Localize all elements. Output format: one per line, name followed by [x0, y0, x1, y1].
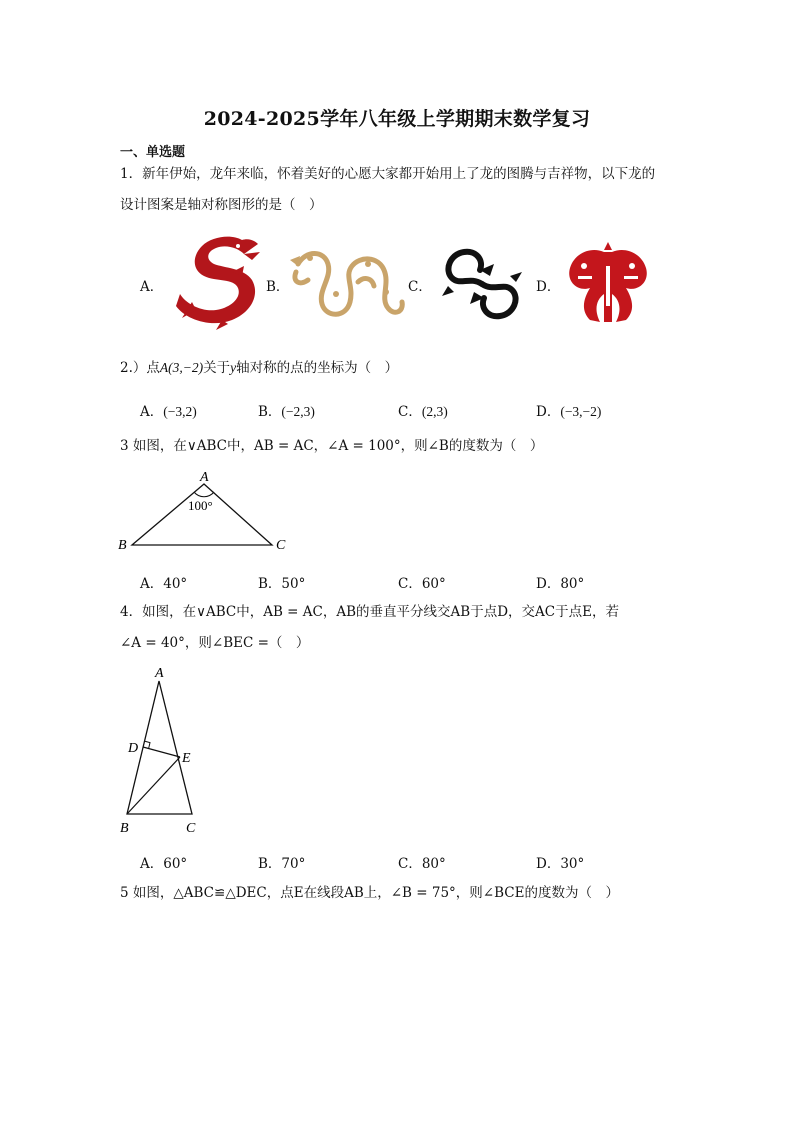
q3-option-a-label: A． — [140, 576, 164, 592]
question-5: 5 如图，△ABC≌△DEC，点E在线段AB上，∠B = 75°，则∠BCE的度数为（ ） — [120, 885, 619, 901]
q3-option-c-label: C． — [398, 576, 422, 592]
q4-vertex-b: B — [120, 821, 129, 836]
q4-option-a — [140, 852, 187, 872]
q4-option-a-value: 60° — [163, 856, 188, 872]
dragon-image-c — [440, 242, 524, 326]
question-4-line-1: 4．如图，在∨ABC中，AB = AC，AB的垂直平分线交AB于点D，交AC于点E，若 — [120, 604, 619, 620]
q4-option-d-label: D． — [536, 856, 561, 872]
q2-option-c-value: (2,3) — [421, 404, 448, 419]
triangle-figure-q4 — [112, 664, 222, 838]
q2-point: A(3,−2) — [159, 360, 204, 375]
q4-option-b-value: 70° — [281, 856, 306, 872]
q2-option-b-label: B． — [258, 404, 282, 420]
q2-option-c-label: C． — [398, 404, 422, 420]
q3-option-b-label: B． — [258, 576, 282, 592]
q3-option-d-label: D． — [536, 576, 561, 592]
question-4-line-2: ∠A = 40°，则∠BEC =（ ） — [120, 635, 310, 651]
q2-option-d — [536, 400, 601, 420]
q2-option-b — [258, 400, 315, 420]
q1-option-a-label: A． — [140, 279, 164, 295]
q2-axis: y — [230, 360, 237, 375]
question-3: 3 如图，在∨ABC中，AB = AC，∠A = 100°，则∠B的度数为（ ） — [120, 438, 544, 454]
question-1-line-1: 1．新年伊始，龙年来临，怀着美好的心愿大家都开始用上了龙的图腾与吉祥物，以下龙的 — [120, 166, 656, 182]
q1-option-c-label: C． — [408, 279, 432, 295]
q1-option-b-label: B． — [266, 279, 290, 295]
q2-text-prefix: 2.）点 — [120, 360, 160, 376]
q4-option-c — [398, 852, 446, 872]
dragon-image-d — [560, 236, 656, 328]
q2-text-end: 轴对称的点的坐标为（ ） — [236, 360, 399, 376]
q2-option-d-value: (−3,−2) — [560, 404, 602, 419]
q4-option-d-value: 30° — [560, 856, 585, 872]
q2-option-c — [398, 400, 448, 420]
q4-option-c-value: 80° — [421, 856, 446, 872]
q3-option-a — [140, 572, 187, 592]
q3-option-c — [398, 572, 446, 592]
q2-option-a-value: (−3,2) — [163, 404, 197, 419]
q2-option-b-value: (−2,3) — [281, 404, 315, 419]
q3-vertex-a: A — [200, 470, 209, 485]
q2-option-a — [140, 400, 197, 420]
dragon-image-a — [172, 232, 264, 332]
q2-option-a-label: A． — [140, 404, 164, 420]
triangle-figure-q3 — [112, 466, 302, 556]
q3-option-d-value: 80° — [560, 576, 585, 592]
q2-option-d-label: D． — [536, 404, 561, 420]
q4-vertex-c: C — [186, 821, 196, 836]
q3-vertex-b: B — [118, 538, 127, 553]
q2-text-suffix: 关于 — [203, 360, 231, 376]
question-1-line-2: 设计图案是轴对称图形的是（ ） — [120, 197, 323, 213]
q1-option-d-label: D． — [536, 279, 561, 295]
q3-option-b — [258, 572, 305, 592]
q4-point-d: D — [128, 741, 139, 756]
q4-option-c-label: C． — [398, 856, 422, 872]
q3-vertex-c: C — [276, 538, 286, 553]
q3-option-c-value: 60° — [421, 576, 446, 592]
page-title: 2024-2025学年八年级上学期期末数学复习 — [203, 108, 591, 130]
q4-point-e: E — [182, 751, 191, 766]
question-2 — [120, 358, 398, 378]
q4-vertex-a: A — [155, 666, 164, 681]
q3-option-b-value: 50° — [281, 576, 306, 592]
q4-option-d — [536, 852, 584, 872]
dragon-image-b — [288, 242, 408, 324]
section-heading: 一、单选题 — [120, 145, 186, 160]
q4-option-a-label: A． — [140, 856, 164, 872]
q3-angle-label: 100° — [188, 498, 213, 513]
q3-option-d — [536, 572, 584, 592]
q4-option-b-label: B． — [258, 856, 282, 872]
q3-option-a-value: 40° — [163, 576, 188, 592]
q4-option-b — [258, 852, 305, 872]
